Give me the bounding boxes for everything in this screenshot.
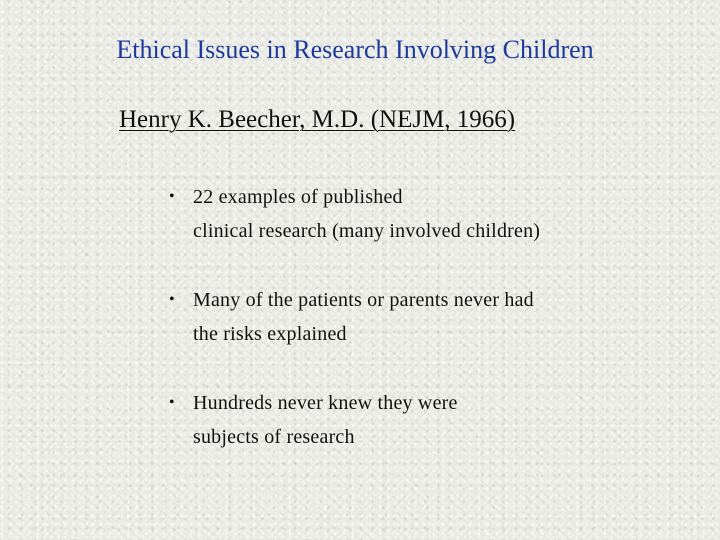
bullet-text-line: subjects of research xyxy=(193,426,355,448)
slide-title: Ethical Issues in Research Involving Children xyxy=(116,35,594,64)
bullet-text-line: clinical research (many involved children) xyxy=(193,220,541,242)
bullet-text-line: Many of the patients or parents never had xyxy=(193,289,534,311)
bullet-text-line: 22 examples of published xyxy=(193,186,403,208)
bullet-dot-icon: • xyxy=(169,188,175,205)
bullet-item xyxy=(169,283,689,351)
bullet-item xyxy=(169,180,689,248)
bullet-dot-icon: • xyxy=(169,291,175,308)
bullet-dot-icon: • xyxy=(169,394,175,411)
bullet-text-line: the risks explained xyxy=(193,323,347,345)
bullet-item xyxy=(169,386,689,454)
slide-subtitle: Henry K. Beecher, M.D. (NEJM, 1966) xyxy=(119,106,516,133)
bullet-list xyxy=(169,180,689,454)
bullet-text-line: Hundreds never knew they were xyxy=(193,392,458,414)
